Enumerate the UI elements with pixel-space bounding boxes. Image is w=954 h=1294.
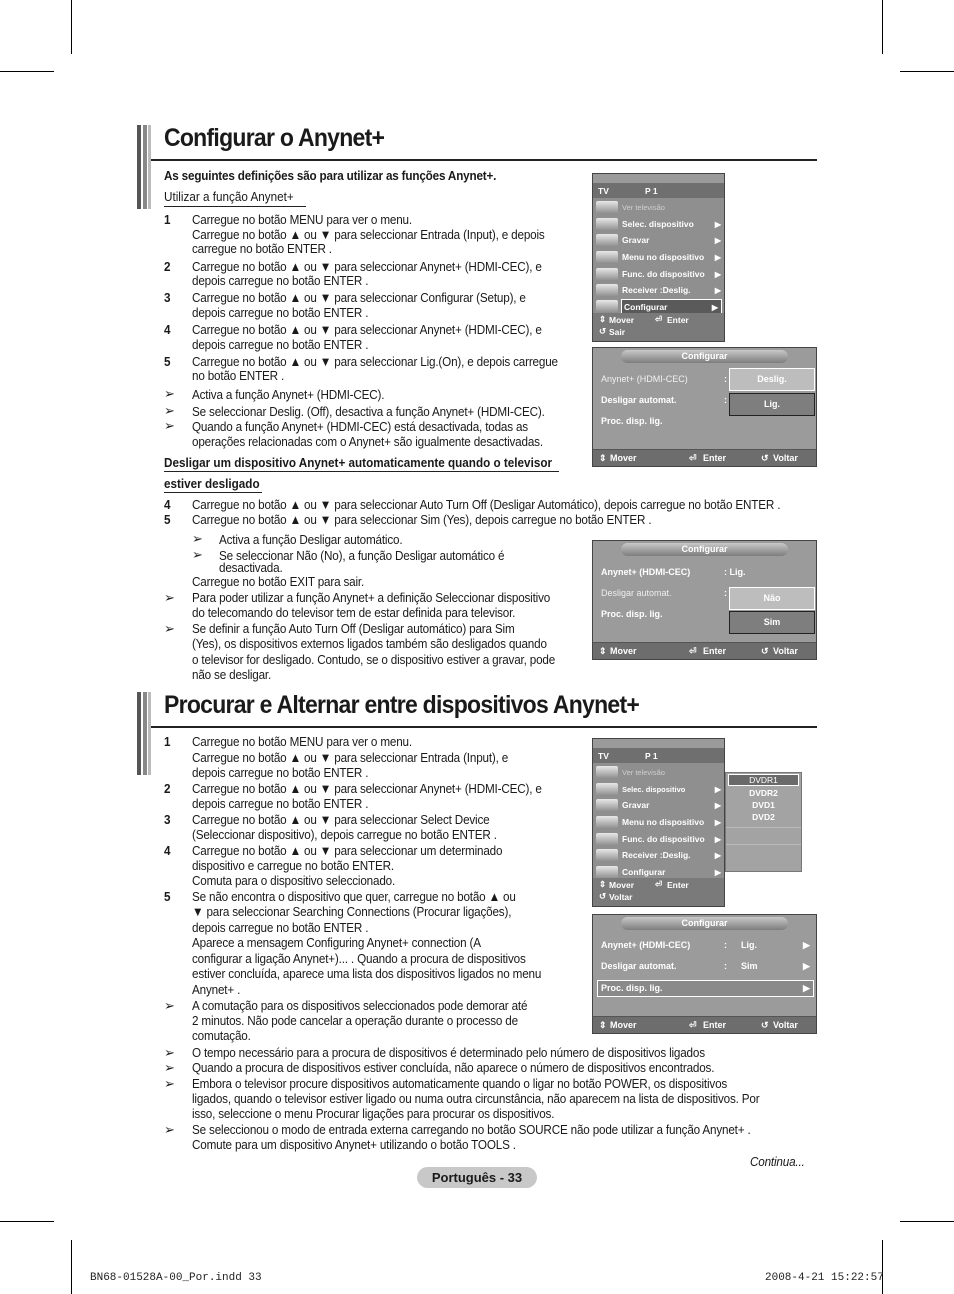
- move-label: Mover: [610, 1020, 637, 1030]
- crop-mark: [0, 1221, 54, 1222]
- note-text: Quando a procura de dispositivos estiver concluída, não aparece o número de dispositivos encontrados.: [192, 1060, 715, 1075]
- note-arrow-icon: ➢: [164, 403, 175, 418]
- step-number: 4: [164, 843, 171, 858]
- enter-label: Enter: [703, 453, 727, 463]
- note-text: Para poder utilizar a função Anynet+ a definição Seleccionar dispositivo: [192, 590, 551, 605]
- step-text: Carregue no botão ▲ ou ▼ para seleccionar Anynet+ (HDMI-CEC), e: [192, 781, 542, 796]
- subheading: Utilizar a função Anynet+: [164, 189, 294, 204]
- chevron-right-icon: ▶: [714, 285, 721, 295]
- note-text: (Yes), os dispositivos externos ligados também são desligados quando: [192, 636, 547, 651]
- move-icon: ⇕: [599, 314, 607, 324]
- move-label: Mover: [609, 880, 635, 890]
- gear-icon: [596, 866, 618, 879]
- note-text: comutação.: [192, 1028, 251, 1043]
- note-text: Carregue no botão EXIT para sair.: [192, 574, 365, 589]
- step-text: Se não encontra o dispositivo que quer, carregue no botão ▲ ou: [192, 889, 516, 904]
- tv-icon: [596, 766, 618, 779]
- crop-mark: [900, 71, 954, 72]
- crop-mark: [882, 1240, 883, 1294]
- note-text: operações relacionadas com o Anynet+ são igualmente desactivadas.: [192, 434, 543, 449]
- step-text: carregue no botão ENTER .: [192, 241, 332, 256]
- return-icon: ↺: [599, 891, 607, 901]
- chevron-right-icon: ▶: [714, 834, 721, 844]
- menu-item-label: Menu no dispositivo: [622, 817, 705, 827]
- section-rule: [151, 726, 817, 728]
- setting-separator: :: [724, 395, 727, 405]
- step-text: Carregue no botão ▲ ou ▼ para seleccionar Entrada (Input), e depois: [192, 227, 545, 242]
- config-menu-screenshot: [592, 347, 817, 467]
- step-text: Anynet+ .: [192, 982, 241, 997]
- step-text: (Seleccionar dispositivo), depois carregue no botão ENTER .: [192, 827, 497, 842]
- device-item: DVDR2: [749, 788, 778, 798]
- return-label: Voltar: [773, 1020, 798, 1030]
- menu-footer: [593, 878, 724, 906]
- return-icon: ↺: [761, 453, 769, 463]
- channel-icon: [596, 833, 618, 846]
- menu-item-selected: [593, 781, 724, 797]
- note-text: Quando a função Anynet+ (HDMI-CEC) está desactivada, todas as: [192, 419, 528, 434]
- step-text: Carregue no botão ▲ ou ▼ para seleccionar Anynet+ (HDMI-CEC), e: [192, 322, 542, 337]
- device-list-empty: [726, 844, 801, 861]
- setting-label: Anynet+ (HDMI-CEC): [601, 374, 688, 384]
- note-text: Embora o televisor procure dispositivos automaticamente quando o ligar no botão POWER, os dispositivos: [192, 1076, 728, 1091]
- step-text: Carregue no botão ▲ ou ▼ para seleccionar Anynet+ (HDMI-CEC), e: [192, 259, 542, 274]
- note-arrow-icon: ➢: [164, 1122, 175, 1137]
- subheading-auto-off: estiver desligado: [164, 476, 260, 491]
- step-text: Comuta para o dispositivo seleccionado.: [192, 873, 396, 888]
- note-arrow-icon: ➢: [164, 418, 175, 433]
- subheading-underline: [164, 492, 262, 493]
- chevron-right-icon: ▶: [711, 302, 718, 312]
- step-number: 4: [164, 322, 171, 337]
- chevron-right-icon: ▶: [714, 800, 721, 810]
- tv-label: TV: [598, 185, 609, 196]
- setting-value: Sim: [741, 961, 758, 971]
- note-text: desactivada.: [219, 560, 283, 575]
- menu-item: [593, 266, 724, 282]
- move-icon: ⇕: [599, 453, 607, 463]
- setting-label: Proc. disp. lig.: [601, 609, 663, 619]
- menu-item: [593, 216, 724, 232]
- step-number: 1: [164, 734, 171, 749]
- step-number: 5: [164, 889, 171, 904]
- setting-label: Anynet+ (HDMI-CEC): [601, 567, 691, 577]
- enter-icon: ⏎: [655, 879, 663, 889]
- step-text: dispositivo e carregue no botão ENTER.: [192, 858, 394, 873]
- continue-label: Continua...: [750, 1154, 805, 1169]
- move-label: Mover: [610, 646, 637, 656]
- chevron-right-icon: ▶: [714, 784, 721, 794]
- step-number: 2: [164, 781, 171, 796]
- crop-mark: [71, 1240, 72, 1294]
- footer-file-info: BN68-01528A-00_Por.indd 33: [90, 1272, 262, 1284]
- sound-icon: [596, 816, 618, 829]
- section-title: Procurar e Alternar entre dispositivos Anynet+: [164, 691, 640, 719]
- input-icon: [596, 218, 618, 231]
- menu-top-bar: [593, 183, 724, 198]
- setting-label: Anynet+ (HDMI-CEC): [601, 940, 691, 950]
- crop-mark: [71, 0, 72, 54]
- note-text: isso, seleccione o menu Procurar ligações para procurar os dispositivos.: [192, 1106, 555, 1121]
- menu-item-label: Receiver :Deslig.: [622, 850, 691, 860]
- note-text: Activa a função Anynet+ (HDMI-CEC).: [192, 387, 385, 402]
- setup-icon: [596, 284, 618, 297]
- menu-item-label: Func. do dispositivo: [622, 834, 705, 844]
- menu-item-label: Ver televisão: [622, 767, 665, 777]
- setting-label: Desligar automat.: [601, 961, 677, 971]
- chevron-right-icon: ▶: [714, 269, 721, 279]
- menu-item: [593, 199, 724, 215]
- return-label: Voltar: [773, 646, 798, 656]
- setting-label: Proc. disp. lig.: [601, 416, 663, 426]
- step-text: depois carregue no botão ENTER .: [192, 796, 369, 811]
- note-text: ligados, quando o televisor estiver ligado ou numa outra circunstância, não aparecem na lista de dispositivos. Por: [192, 1091, 760, 1106]
- tv-label: TV: [598, 750, 609, 761]
- move-label: Mover: [610, 453, 637, 463]
- step-number: 5: [164, 354, 171, 369]
- menu-item-label: Configurar: [622, 867, 666, 877]
- device-item-selected: DVDR1: [728, 774, 799, 786]
- option-yes-selected: Sim: [729, 611, 815, 634]
- section-rule: [151, 159, 817, 161]
- page-number-badge: Português - 33: [417, 1167, 537, 1188]
- step-number: 1: [164, 212, 171, 227]
- option-on-selected: Lig.: [729, 393, 815, 416]
- menu-item: [593, 831, 724, 847]
- channel-icon: [596, 268, 618, 281]
- menu-footer: [593, 313, 724, 341]
- enter-icon: ⏎: [689, 1020, 697, 1030]
- menu-item-label: Configurar: [624, 302, 668, 312]
- setting-separator: :: [724, 961, 727, 971]
- enter-icon: ⏎: [689, 453, 697, 463]
- setting-separator: :: [724, 588, 727, 598]
- return-label: Voltar: [609, 892, 633, 902]
- chevron-right-icon: ▶: [714, 252, 721, 262]
- menu-item: [593, 797, 724, 813]
- step-text: Carregue no botão ▲ ou ▼ para seleccionar um determinado: [192, 843, 503, 858]
- picture-icon: [596, 234, 618, 247]
- step-number: 4: [164, 497, 171, 512]
- chevron-right-icon: ▶: [803, 961, 810, 971]
- move-label: Mover: [609, 315, 635, 325]
- note-arrow-icon: ➢: [164, 1076, 175, 1091]
- channel-label: P 1: [645, 185, 658, 196]
- return-icon: ↺: [761, 1020, 769, 1030]
- note-text: não se desligar.: [192, 667, 272, 682]
- step-text: Carregue no botão ▲ ou ▼ para seleccionar Sim (Yes), depois carregue no botão ENTER .: [192, 512, 652, 527]
- setting-value: : Lig.: [724, 567, 746, 577]
- note-arrow-icon: ➢: [164, 386, 175, 401]
- step-text: Carregue no botão ▲ ou ▼ para seleccionar Auto Turn Off (Desligar Automático), depois carregue no botão ENTER .: [192, 497, 781, 512]
- menu-item: [593, 232, 724, 248]
- chevron-right-icon: ▶: [803, 940, 810, 950]
- device-list-empty: [726, 827, 801, 844]
- step-text: depois carregue no botão ENTER .: [192, 337, 369, 352]
- note-text: Comute para um dispositivo Anynet+ utilizando o botão TOOLS .: [192, 1137, 516, 1152]
- subheading-underline: [164, 206, 306, 207]
- config-menu-screenshot: [592, 540, 817, 660]
- step-text: estiver concluída, aparece uma lista dos dispositivos ligados no menu: [192, 966, 542, 981]
- option-no: Não: [729, 587, 815, 610]
- setting-label: Desligar automat.: [601, 588, 672, 598]
- menu-top-bar: [593, 748, 724, 763]
- step-text: depois carregue no botão ENTER .: [192, 920, 369, 935]
- note-text: A comutação para os dispositivos seleccionados pode demorar até: [192, 998, 528, 1013]
- return-label: Voltar: [773, 453, 798, 463]
- config-menu-screenshot: [592, 914, 817, 1034]
- crop-mark: [882, 0, 883, 54]
- step-text: Carregue no botão MENU para ver o menu.: [192, 734, 412, 749]
- note-text: Se seleccionou o modo de entrada externa carregando no botão SOURCE não pode utilizar a função Anynet+ .: [192, 1122, 751, 1137]
- menu-item: [593, 847, 724, 863]
- device-item: DVD2: [752, 812, 775, 822]
- setup-icon: [596, 849, 618, 862]
- note-arrow-icon: ➢: [164, 590, 175, 605]
- subheading-underline: [164, 471, 559, 472]
- note-arrow-icon: ➢: [192, 531, 203, 546]
- tv-menu-screenshot: [592, 173, 725, 342]
- section-title: Configurar o Anynet+: [164, 124, 385, 152]
- step-number: 2: [164, 259, 171, 274]
- menu-item-label: Ver televisão: [622, 202, 665, 212]
- move-icon: ⇕: [599, 879, 607, 889]
- sound-icon: [596, 251, 618, 264]
- setting-value: Lig.: [741, 940, 757, 950]
- step-text: depois carregue no botão ENTER .: [192, 765, 369, 780]
- input-icon: [596, 783, 618, 796]
- channel-label: P 1: [645, 750, 658, 761]
- note-arrow-icon: ➢: [164, 621, 175, 636]
- menu-item-label: Selec. dispositivo: [622, 219, 694, 229]
- device-item: DVD1: [752, 800, 775, 810]
- exit-label: Sair: [609, 327, 626, 337]
- gear-icon: [596, 300, 618, 313]
- step-number: 3: [164, 290, 171, 305]
- chevron-right-icon: ▶: [714, 867, 721, 877]
- note-text: 2 minutos. Não pode cancelar a operação durante o processo de: [192, 1013, 518, 1028]
- footer-timestamp: 2008-4-21 15:22:57: [765, 1272, 884, 1284]
- note-text: Activa a função Desligar automático.: [219, 532, 403, 547]
- chevron-right-icon: ▶: [803, 983, 810, 993]
- menu-item-label: Gravar: [622, 235, 650, 245]
- menu-item: [593, 249, 724, 265]
- enter-icon: ⏎: [655, 314, 663, 324]
- note-arrow-icon: ➢: [164, 998, 175, 1013]
- step-text: Carregue no botão MENU para ver o menu.: [192, 212, 412, 227]
- step-text: Aparece a mensagem Configuring Anynet+ connection (A: [192, 935, 481, 950]
- tv-menu-screenshot: [592, 738, 725, 907]
- enter-label: Enter: [667, 315, 689, 325]
- chevron-right-icon: ▶: [714, 817, 721, 827]
- device-list: [725, 772, 802, 872]
- enter-label: Enter: [703, 646, 727, 656]
- step-text: depois carregue no botão ENTER .: [192, 273, 369, 288]
- subheading-auto-off: Desligar um dispositivo Anynet+ automaticamente quando o televisor: [164, 455, 553, 470]
- return-icon: ↺: [599, 326, 607, 336]
- picture-icon: [596, 799, 618, 812]
- step-text: Carregue no botão ▲ ou ▼ para seleccionar Configurar (Setup), e: [192, 290, 526, 305]
- step-text: no botão ENTER .: [192, 368, 285, 383]
- note-arrow-icon: ➢: [192, 547, 203, 562]
- crop-mark: [0, 71, 54, 72]
- setting-separator: :: [724, 940, 727, 950]
- enter-label: Enter: [667, 880, 689, 890]
- note-text: do telecomando do televisor tem de estar definida para televisor.: [192, 605, 516, 620]
- config-title: Configurar: [621, 350, 788, 363]
- setting-separator: :: [724, 374, 727, 384]
- step-text: configurar a ligação Anynet+)... . Quando a procura de dispositivos: [192, 951, 526, 966]
- note-text: O tempo necessário para a procura de dispositivos é determinado pelo número de dispositivos ligados: [192, 1045, 705, 1060]
- config-title: Configurar: [621, 917, 788, 930]
- config-footer: [593, 1016, 816, 1033]
- section-bar: [137, 125, 151, 209]
- intro-text: As seguintes definições são para utilizar as funções Anynet+.: [164, 168, 497, 183]
- menu-item-label: Receiver :Deslig.: [622, 285, 691, 295]
- crop-mark: [900, 1221, 954, 1222]
- step-text: Carregue no botão ▲ ou ▼ para seleccionar Select Device: [192, 812, 490, 827]
- setting-label: Proc. disp. lig.: [601, 983, 663, 993]
- menu-item: [593, 764, 724, 780]
- menu-item-label: Selec. dispositivo: [622, 784, 686, 794]
- menu-item: [593, 814, 724, 830]
- menu-item-label: Func. do dispositivo: [622, 269, 705, 279]
- note-text: o televisor for desligado. Contudo, se o dispositivo estiver a gravar, pode: [192, 652, 556, 667]
- note-text: Se definir a função Auto Turn Off (Desligar automático) para Sim: [192, 621, 515, 636]
- move-icon: ⇕: [599, 646, 607, 656]
- config-title: Configurar: [621, 543, 788, 556]
- chevron-right-icon: ▶: [714, 850, 721, 860]
- config-footer: [593, 642, 816, 659]
- tv-icon: [596, 201, 618, 214]
- section-bar: [137, 692, 151, 775]
- step-number: 3: [164, 812, 171, 827]
- menu-item-label: Gravar: [622, 800, 650, 810]
- enter-label: Enter: [703, 1020, 727, 1030]
- enter-icon: ⏎: [689, 646, 697, 656]
- menu-item-label: Menu no dispositivo: [622, 252, 705, 262]
- step-text: Carregue no botão ▲ ou ▼ para seleccionar Lig.(On), e depois carregue: [192, 354, 558, 369]
- chevron-right-icon: ▶: [714, 235, 721, 245]
- return-icon: ↺: [761, 646, 769, 656]
- menu-item: [593, 282, 724, 298]
- note-text: Se seleccionar Não (No), a função Desligar automático é: [219, 548, 505, 563]
- config-footer: [593, 449, 816, 466]
- step-text: depois carregue no botão ENTER .: [192, 305, 369, 320]
- note-arrow-icon: ➢: [164, 1045, 175, 1060]
- chevron-right-icon: ▶: [714, 219, 721, 229]
- setting-label: Desligar automat.: [601, 395, 677, 405]
- note-text: Se seleccionar Deslig. (Off), desactiva a função Anynet+ (HDMI-CEC).: [192, 404, 545, 419]
- option-off: Deslig.: [729, 368, 815, 391]
- note-arrow-icon: ➢: [164, 1060, 175, 1075]
- step-text: ▼ para seleccionar Searching Connections (Procurar ligações),: [192, 904, 512, 919]
- step-text: Carregue no botão ▲ ou ▼ para seleccionar Entrada (Input), e: [192, 750, 509, 765]
- move-icon: ⇕: [599, 1020, 607, 1030]
- step-number: 5: [164, 512, 171, 527]
